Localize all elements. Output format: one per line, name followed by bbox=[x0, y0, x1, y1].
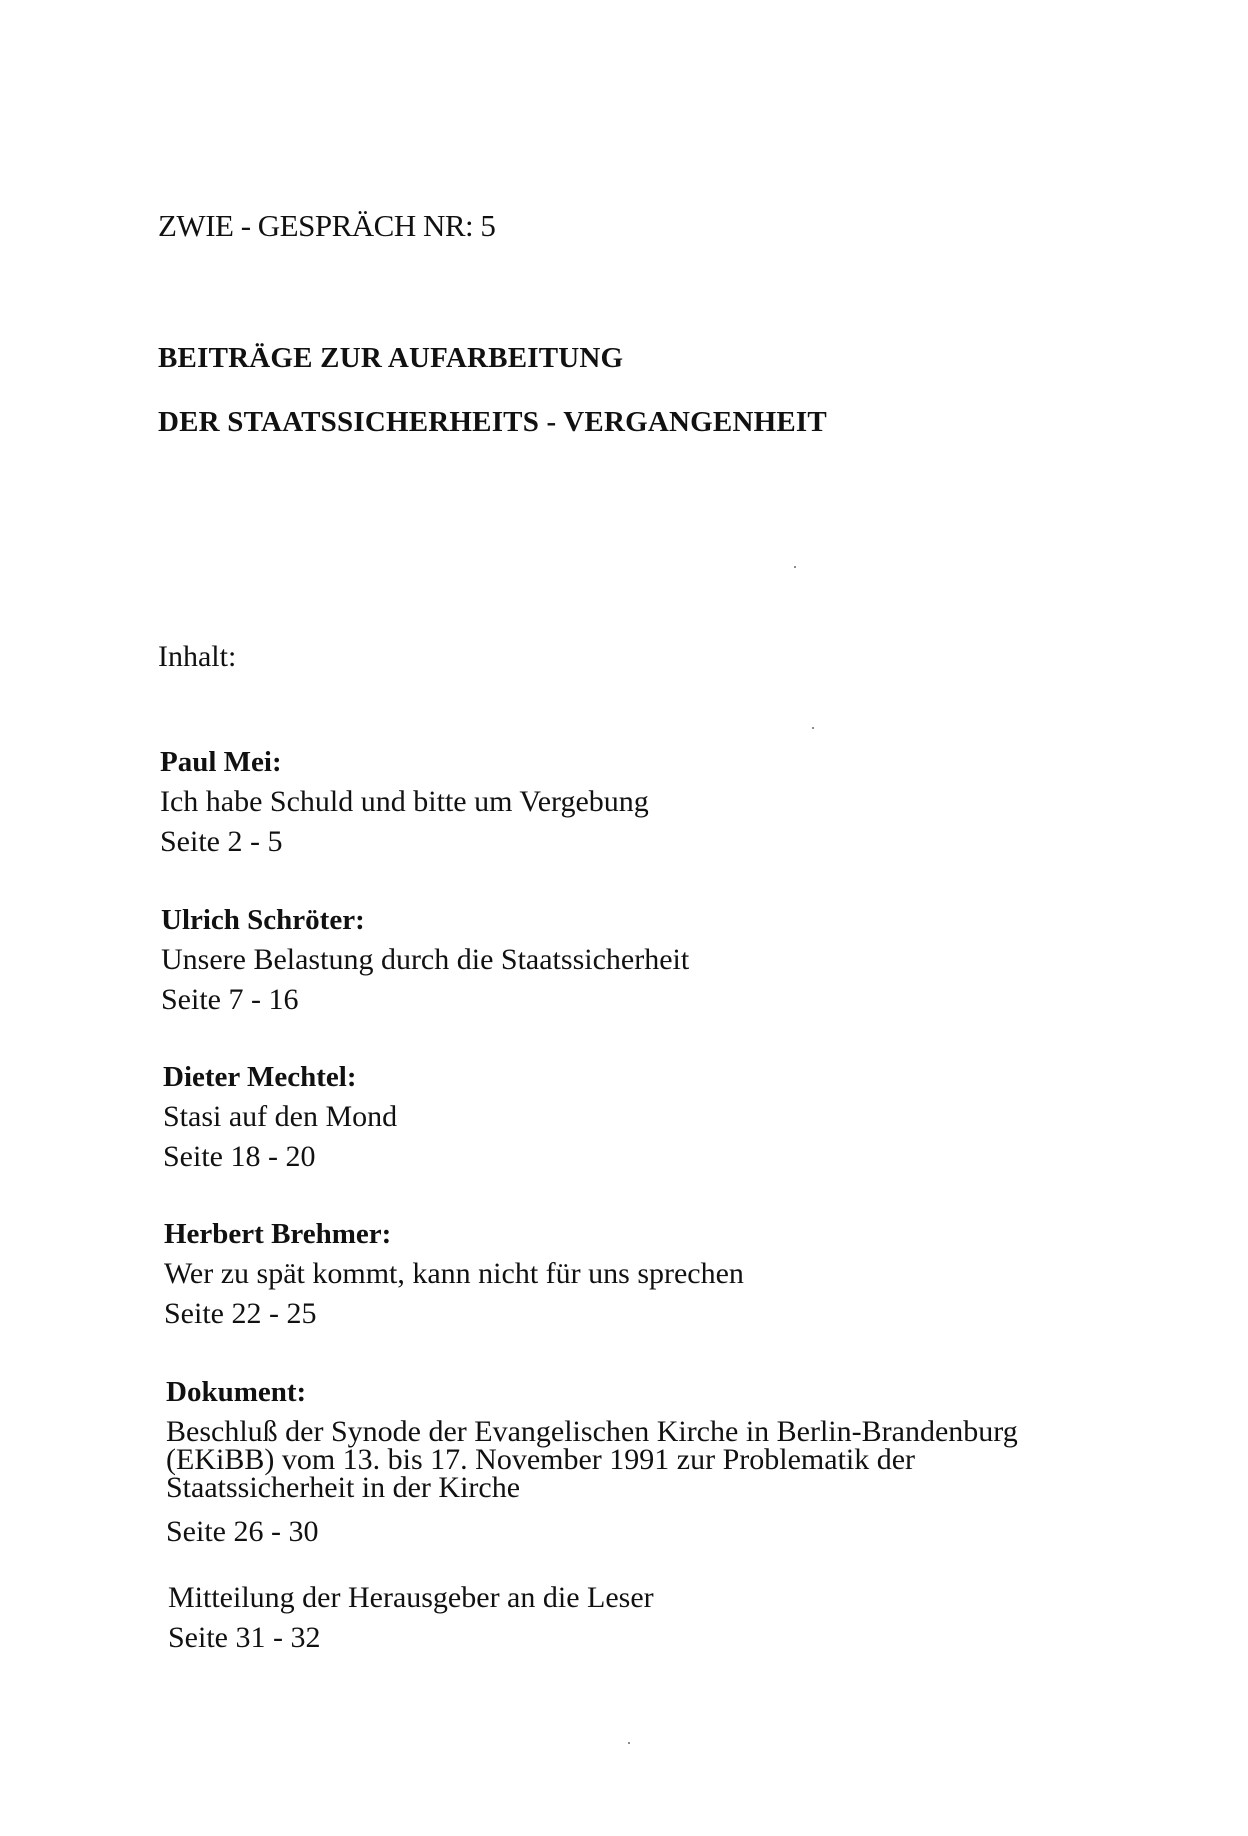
entry-author: Ulrich Schröter: bbox=[161, 904, 365, 936]
document-title-line-1: BEITRÄGE ZUR AUFARBEITUNG bbox=[158, 342, 624, 374]
entry-pages: Seite 26 - 30 bbox=[166, 1515, 319, 1548]
entry-author: Herbert Brehmer: bbox=[164, 1218, 392, 1250]
entry-pages: Seite 31 - 32 bbox=[168, 1621, 321, 1654]
entry-author: Dokument: bbox=[166, 1376, 307, 1408]
contents-entry bbox=[160, 742, 1100, 862]
entry-pages: Seite 7 - 16 bbox=[161, 983, 299, 1016]
entry-title: Stasi auf den Mond bbox=[163, 1100, 398, 1133]
entry-pages: Seite 18 - 20 bbox=[163, 1140, 316, 1173]
entry-title: Ich habe Schuld und bitte um Vergebung bbox=[160, 785, 649, 818]
contents-entry bbox=[161, 900, 1101, 1020]
entry-author: Dieter Mechtel: bbox=[163, 1061, 357, 1093]
entry-title: Wer zu spät kommt, kann nicht für uns sprechen bbox=[164, 1257, 744, 1290]
entry-author: Paul Mei: bbox=[160, 746, 282, 778]
scan-speck bbox=[628, 1742, 630, 1744]
entry-title: Unsere Belastung durch die Staatssicherheit bbox=[161, 943, 690, 976]
entry-title: Beschluß der Synode der Evangelischen Kirche in Berlin-Brandenburg (EKiBB) vom 13. bis 17. November 1991 zur Problematik der Staatssicherheit in der Kirche bbox=[166, 1415, 1018, 1504]
scan-speck bbox=[794, 566, 796, 568]
document-title-line-2: DER STAATSSICHERHEITS - VERGANGENHEIT bbox=[158, 406, 827, 438]
contents-entry bbox=[164, 1214, 1104, 1334]
series-heading: ZWIE - GESPRÄCH NR: 5 bbox=[158, 208, 496, 243]
entry-pages: Seite 22 - 25 bbox=[164, 1297, 317, 1330]
entry-pages: Seite 2 - 5 bbox=[160, 825, 283, 858]
scan-speck bbox=[812, 727, 814, 729]
contents-label: Inhalt: bbox=[158, 640, 237, 673]
contents-entry bbox=[166, 1372, 1106, 1552]
contents-entry bbox=[168, 1578, 1108, 1658]
entry-title: Mitteilung der Herausgeber an die Leser bbox=[168, 1581, 654, 1614]
contents-entry bbox=[163, 1057, 1103, 1177]
